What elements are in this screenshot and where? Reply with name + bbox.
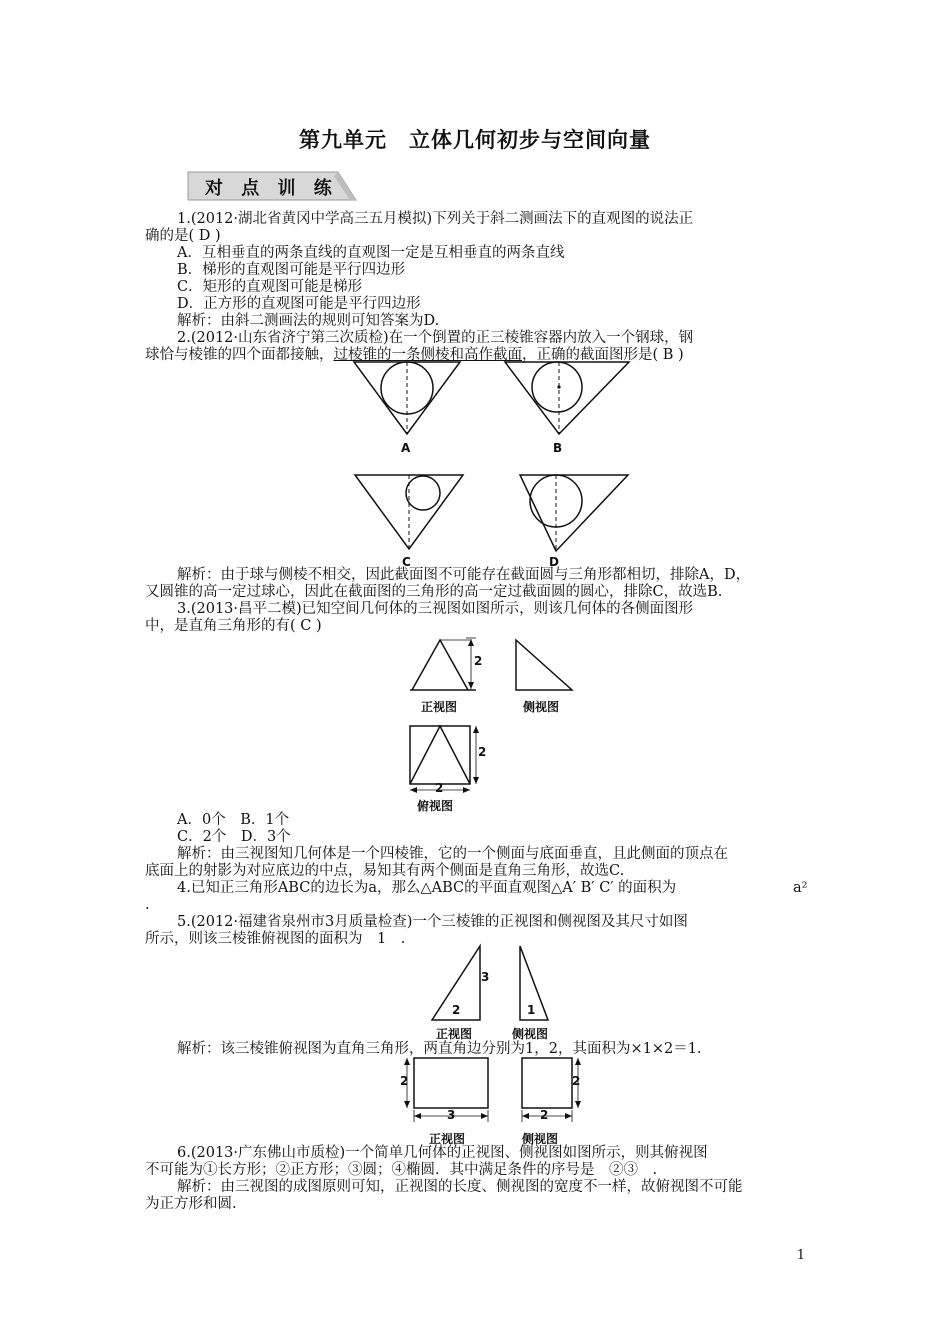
q6-front-label: 正视图: [429, 1132, 466, 1146]
q1-option-b: B．梯形的直观图可能是平行四边形: [177, 262, 406, 278]
q1-option-a: A．互相垂直的两条直线的直观图一定是互相垂直的两条直线: [177, 245, 565, 261]
q1-analysis: 解析：由斜二测画法的规则可知答案为D.: [177, 313, 440, 329]
q6-side-dim-w: 2: [540, 1108, 549, 1122]
q3-stem-1: 3.(2013·昌平二模)已知空间几何体的三视图如图所示，则该几何体的各侧面图形: [177, 601, 694, 617]
q2-figure-d: [518, 473, 633, 555]
q3-top-dim-w: 2: [435, 781, 444, 795]
q2-figure-a: [350, 360, 465, 440]
q5-stem-2: 所示，则该三棱锥俯视图的面积为 1 .: [145, 931, 406, 947]
q2-figure-b: [503, 360, 633, 440]
q6-stem-2: 不可能为①长方形；②正方形；③圆；④椭圆．其中满足条件的序号是 ②③ .: [145, 1162, 658, 1178]
q1-stem-1: 1.(2012·湖北省黄冈中学高三五月模拟)下列关于斜二测画法下的直观图的说法正: [177, 211, 694, 227]
q3-side-view: [512, 636, 577, 696]
q3-options-2: C．2个 D．3个: [177, 829, 291, 845]
q5-stem-1: 5.(2012·福建省泉州市3月质量检查)一个三棱锥的正视图和侧视图及其尺寸如图: [177, 914, 688, 930]
q5-analysis: 解析：该三棱锥俯视图为直角三角形，两直角边分别为1，2，其面积为×1×2＝1.: [177, 1041, 702, 1057]
q6-analysis-2: 为正方形和圆.: [145, 1196, 237, 1212]
q5-dim-1: 1: [527, 1003, 536, 1017]
q6-front-dim-h: 2: [400, 1074, 409, 1088]
q3-options-1: A．0个 B．1个: [177, 812, 290, 828]
q3-top-label: 俯视图: [417, 799, 454, 813]
q6-side-view: [518, 1052, 588, 1126]
q3-stem-2: 中，是直角三角形的有( C ): [145, 618, 322, 634]
q2-label-d: D: [549, 555, 559, 569]
q2-stem-1: 2.(2012·山东省济宁第三次质检)在一个倒置的正三棱锥容器内放入一个钢球，钢: [177, 330, 694, 346]
q1-option-d: D．正方形的直观图可能是平行四边形: [177, 296, 421, 312]
q2-figure-c: [353, 473, 468, 555]
q5-side-label: 侧视图: [512, 1027, 549, 1041]
q6-analysis-1: 解析：由三视图的成图原则可知，正视图的长度、侧视图的宽度不一样，故俯视图不可能: [177, 1179, 743, 1195]
q4-stem: 4.已知正三角形ABC的边长为a，那么△ABC的平面直观图△A′ B′ C′ 的面积为: [177, 880, 677, 896]
q3-analysis-2: 底面上的射影为对应底边的中点，易知其有两个侧面是直角三角形，故选C.: [145, 863, 625, 879]
q2-stem-2b: 过棱锥的一条侧棱和高作截面: [333, 347, 522, 363]
q1-stem-2: 确的是( D ): [145, 228, 221, 244]
section-title: 对 点 训 练: [205, 178, 338, 199]
q6-stem-1: 6.(2013·广东佛山市质检)一个简单几何体的正视图、侧视图如图所示，则其俯视图: [177, 1145, 708, 1161]
q5-dim-3: 3: [481, 970, 490, 984]
q2-analysis-2: 又圆锥的高一定过球心，因此在截面图的三角形的高一定过截面圆的圆心，排除C，故选B.: [145, 584, 723, 600]
q6-side-dim-h: 2: [572, 1074, 581, 1088]
q6-side-label: 侧视图: [522, 1132, 559, 1146]
page-number: 1: [796, 1248, 805, 1263]
q3-front-dim: 2: [474, 654, 483, 668]
q3-top-view: [406, 722, 496, 798]
q3-side-label: 侧视图: [523, 700, 560, 714]
q3-analysis-1: 解析：由三视图知几何体是一个四棱锥，它的一个侧面与底面垂直，且此侧面的顶点在: [177, 846, 728, 862]
q5-front-label: 正视图: [436, 1027, 473, 1041]
q2-label-b: B: [553, 441, 563, 455]
q2-stem-2c: ，正确的截面图形是( B ): [522, 347, 684, 363]
q1-option-c: C．矩形的直观图可能是梯形: [177, 279, 363, 295]
q3-front-label: 正视图: [421, 700, 458, 714]
q4-period: .: [145, 897, 150, 913]
q2-label-a: A: [401, 441, 411, 455]
q3-front-view: [408, 636, 500, 696]
q2-label-c: C: [402, 555, 411, 569]
q6-front-dim-w: 3: [447, 1108, 456, 1122]
q4-answer: a²: [793, 880, 808, 896]
q5-dim-2: 2: [452, 1003, 461, 1017]
page-title: 第九单元 立体几何初步与空间向量: [299, 128, 651, 152]
q3-top-dim-h: 2: [478, 745, 487, 759]
q2-stem-2a: 球恰与棱锥的四个面都接触，: [145, 347, 334, 363]
q2-analysis-1: 解析：由于球与侧棱不相交，因此截面图不可能存在截面圆与三角形都相切，排除A，D，: [177, 567, 751, 583]
